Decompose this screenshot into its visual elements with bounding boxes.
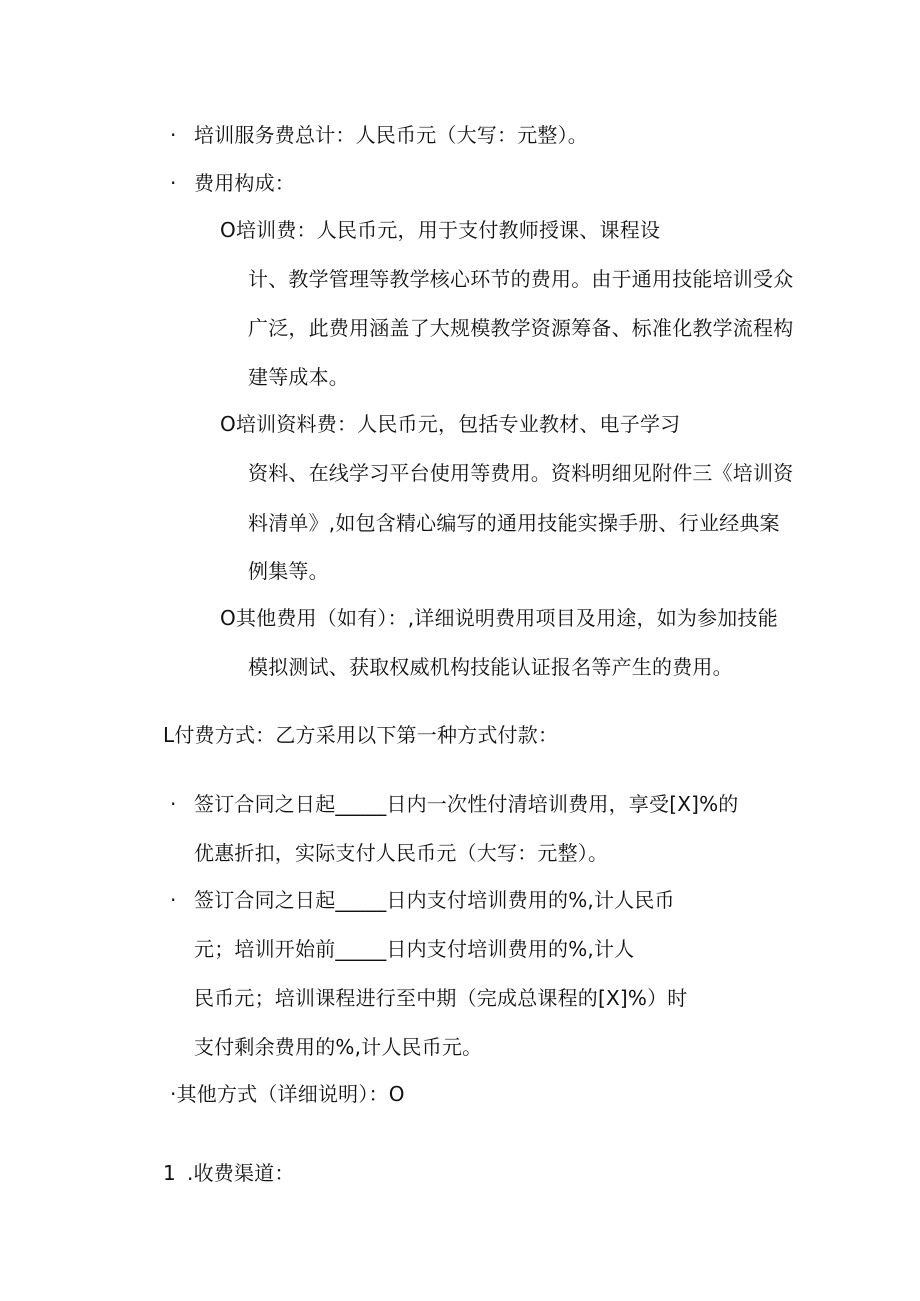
- charging-channel-heading: [163, 1159, 295, 1187]
- other-fee-line: O其他费用（如有）：,详细说明费用项目及用途，如为参加技能: [220, 606, 778, 630]
- other-method-item: [170, 1080, 405, 1108]
- training-fee-line: O培训费：人民币元，用于支付教师授课、课程设: [220, 218, 661, 242]
- option-two-line: 元；培训开始前_____日内支付培训费用的%,计人: [194, 937, 635, 961]
- fee-total-item: [170, 121, 588, 149]
- payment-method-heading: L付费方式：乙方采用以下第一种方式付款：: [163, 723, 559, 747]
- option-one-line: 签订合同之日起_____日内一次性付清培训费用，享受[X]%的: [194, 792, 739, 816]
- other-method-text: 其他方式（详细说明）：O: [176, 1082, 405, 1106]
- option-two-line: 签订合同之日起_____日内支付培训费用的%,计人民币: [194, 888, 675, 912]
- bullet-icon: ·: [170, 888, 177, 912]
- payment-option-two: [170, 886, 675, 914]
- training-fee-line: 计、教学管理等教学核心环节的费用。由于通用技能培训受众: [248, 267, 794, 291]
- material-fee-line: 例集等。: [248, 559, 329, 583]
- fee-composition-label: 费用构成：: [194, 171, 295, 195]
- payment-option-one: [170, 790, 739, 818]
- bullet-icon: ·: [170, 1082, 177, 1106]
- fee-composition-item: [170, 169, 295, 197]
- training-fee-line: 建等成本。: [248, 365, 349, 389]
- bullet-icon: ·: [170, 123, 177, 147]
- other-fee-line: 模拟测试、获取权威机构技能认证报名等产生的费用。: [248, 655, 733, 679]
- channel-number: 1: [163, 1161, 176, 1185]
- option-two-line: 民币元；培训课程进行至中期（完成总课程的[X]%）时: [194, 986, 688, 1010]
- material-fee-line: 资料、在线学习平台使用等费用。资料明细见附件三《培训资: [248, 461, 794, 485]
- material-fee-line: O培训资料费：人民币元，包括专业教材、电子学习: [220, 412, 681, 436]
- material-fee-line: 料清单》,如包含精心编写的通用技能实操手册、行业经典案: [248, 511, 780, 535]
- option-one-line: 优惠折扣，实际支付人民币元（大写：元整）。: [194, 841, 609, 865]
- fee-total-text: 培训服务费总计：人民币元（大写：元整）。: [194, 123, 588, 147]
- option-two-line: 支付剩余费用的%,计人民币元。: [194, 1035, 483, 1059]
- bullet-icon: ·: [170, 792, 177, 816]
- channel-label: .收费渠道：: [187, 1161, 295, 1185]
- bullet-icon: ·: [170, 171, 177, 195]
- training-fee-line: 广泛，此费用涵盖了大规模教学资源筹备、标准化教学流程构: [248, 316, 794, 340]
